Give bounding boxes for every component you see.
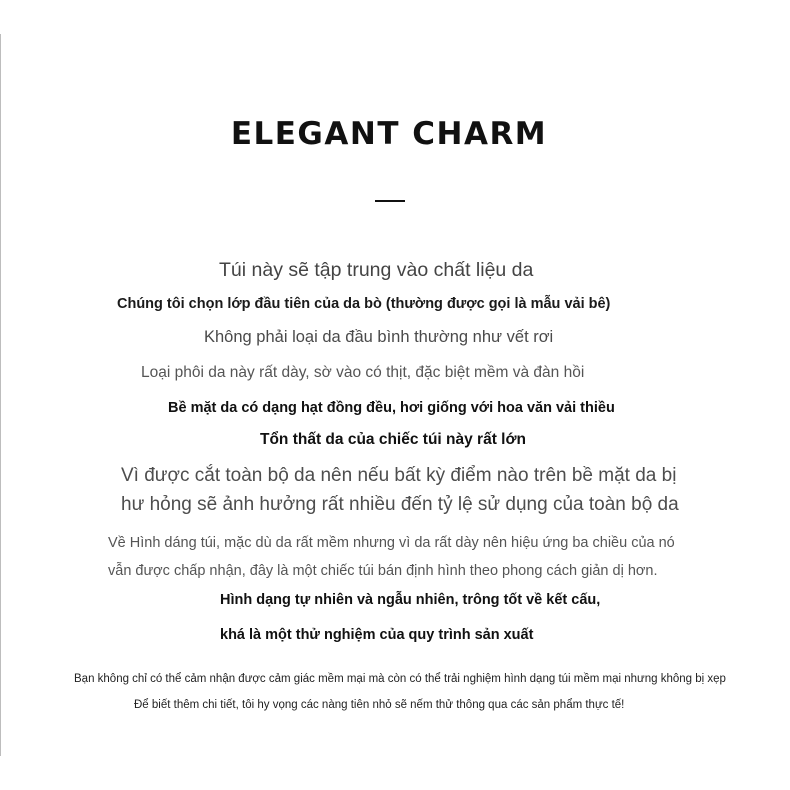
description-line: Để biết thêm chi tiết, tôi hy vọng các nàng tiên nhỏ sẽ nếm thử thông qua các sản phẩm thực tế! <box>134 699 625 711</box>
description-line: Về Hình dáng túi, mặc dù da rất mềm nhưng vì da rất dày nên hiệu ứng ba chiều của nó <box>108 535 675 551</box>
description-line: Loại phôi da này rất dày, sờ vào có thịt, đặc biệt mềm và đàn hồi <box>141 364 585 381</box>
description-line: Bề mặt da có dạng hạt đồng đều, hơi giống với hoa văn vải thiều <box>168 400 615 416</box>
description-line: Túi này sẽ tập trung vào chất liệu da <box>219 259 534 281</box>
description-line: Không phải loại da đầu bình thường như vết rơi <box>204 328 554 346</box>
description-line: khá là một thử nghiệm của quy trình sản xuất <box>220 627 534 643</box>
description-line: Chúng tôi chọn lớp đầu tiên của da bò (thường được gọi là mẫu vải bê) <box>117 296 611 312</box>
description-line: hư hỏng sẽ ảnh hưởng rất nhiều đến tỷ lệ sử dụng của toàn bộ da <box>121 494 679 515</box>
description-line: Tổn thất da của chiếc túi này rất lớn <box>260 431 526 448</box>
description-line: Bạn không chỉ có thể cảm nhận được cảm giác mềm mại mà còn có thể trải nghiệm hình dạng túi mềm mại nhưng không bị xẹp <box>74 673 726 685</box>
page-title: ELEGANT CHARM <box>230 116 548 152</box>
description-line: vẫn được chấp nhận, đây là một chiếc túi bán định hình theo phong cách giản dị hơn. <box>108 563 658 579</box>
description-line: Vì được cắt toàn bộ da nên nếu bất kỳ điểm nào trên bề mặt da bị <box>121 465 677 486</box>
description-line: Hình dạng tự nhiên và ngẫu nhiên, trông tốt về kết cấu, <box>220 592 601 608</box>
title-divider <box>375 200 405 202</box>
